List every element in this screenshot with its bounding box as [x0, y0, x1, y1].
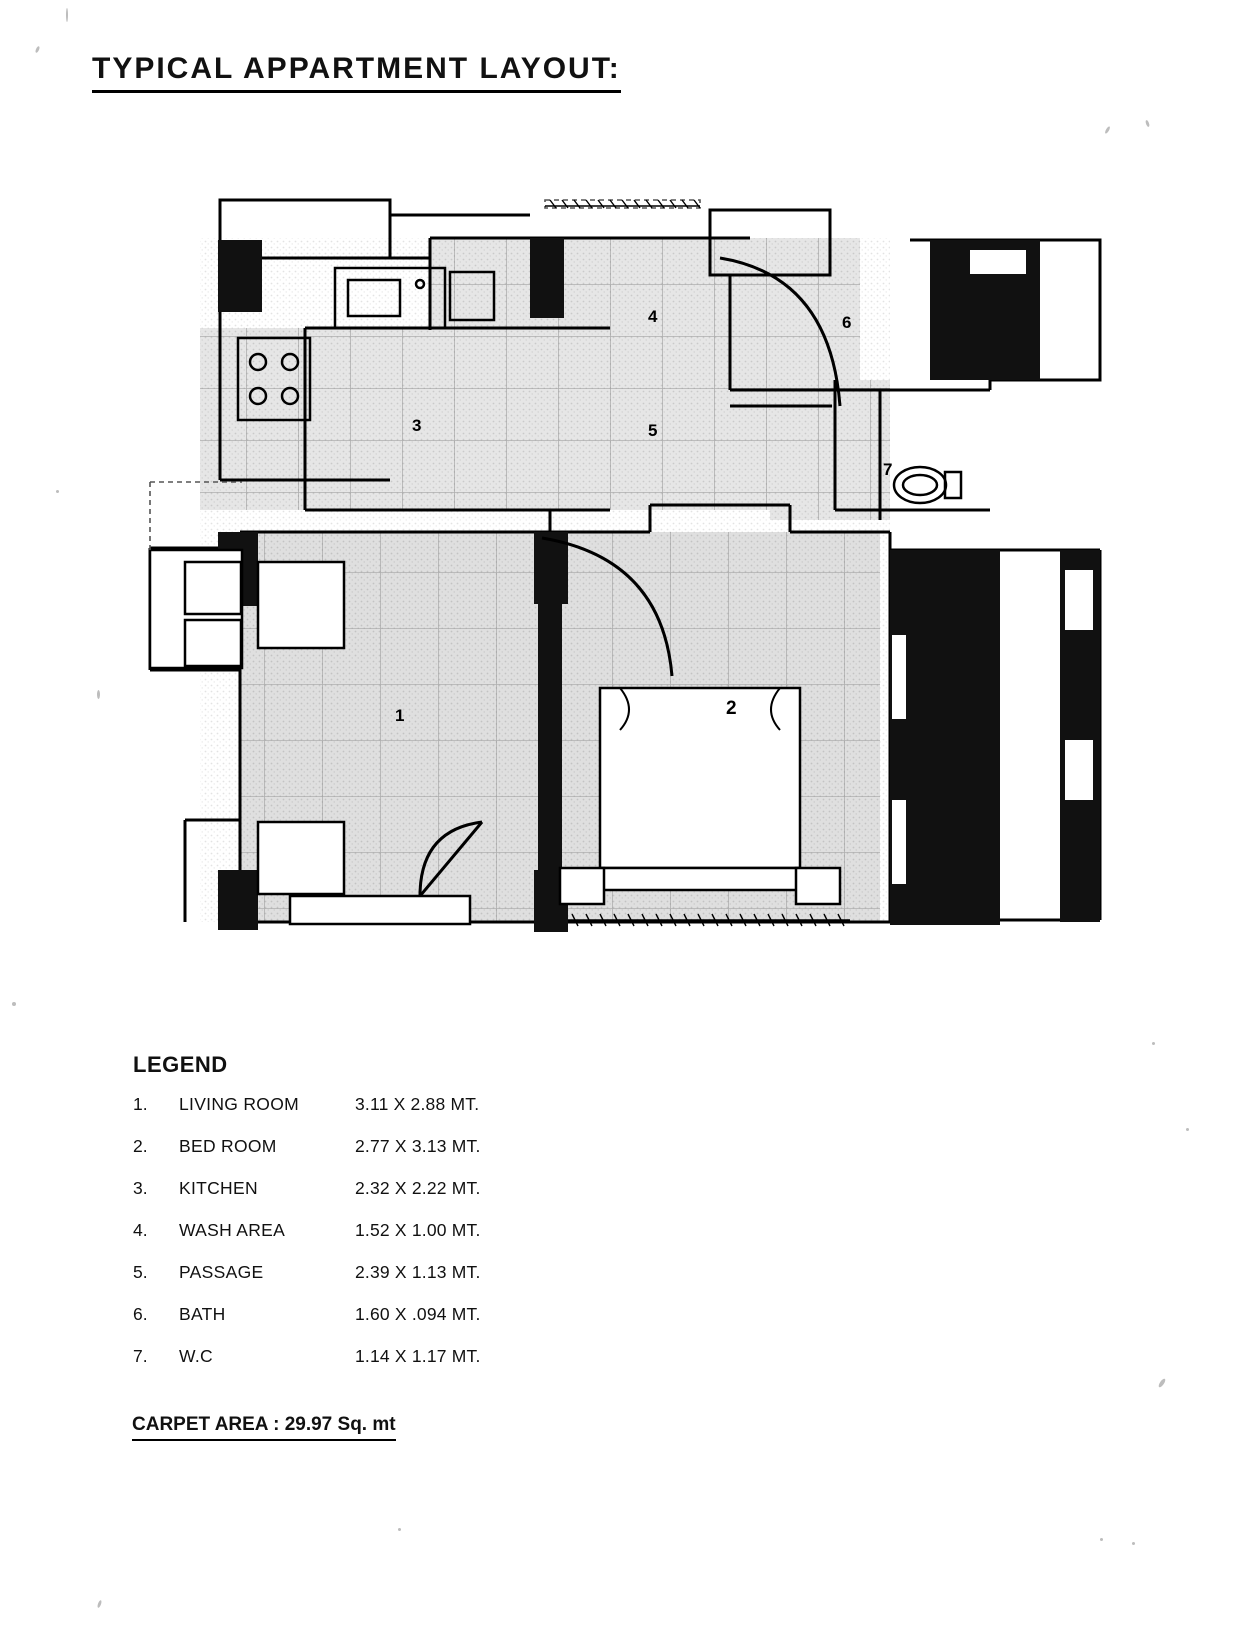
scan-speck — [35, 46, 41, 54]
legend-room-name: WASH AREA — [179, 1220, 286, 1240]
room-number-3: 3 — [412, 416, 422, 435]
legend-dimensions: 1.14 X 1.17 MT. — [355, 1346, 481, 1366]
room-number-1: 1 — [395, 706, 405, 725]
legend-dimensions: 1.52 X 1.00 MT. — [355, 1220, 481, 1240]
scan-speck — [1157, 1378, 1166, 1388]
legend-row — [133, 1304, 693, 1346]
legend-room-name: BED ROOM — [179, 1136, 277, 1156]
legend-dimensions: 2.32 X 2.22 MT. — [355, 1178, 481, 1198]
legend-row — [133, 1262, 693, 1304]
legend-row — [133, 1220, 693, 1262]
scan-speck — [1132, 1542, 1135, 1545]
legend — [133, 1052, 693, 1441]
scan-speck — [1104, 126, 1111, 134]
carpet-area-text: CARPET AREA : 29.97 Sq. mt — [132, 1414, 396, 1441]
room-number-6: 6 — [842, 313, 852, 332]
legend-room-name: W.C — [179, 1346, 213, 1366]
legend-dimensions: 3.11 X 2.88 MT. — [355, 1094, 480, 1114]
legend-index: 4. — [133, 1220, 148, 1240]
scan-speck — [97, 1600, 103, 1609]
scan-speck — [1145, 120, 1150, 128]
scan-speck — [1152, 1042, 1155, 1045]
legend-row — [133, 1346, 693, 1388]
legend-room-name: BATH — [179, 1304, 226, 1324]
page-title: TYPICAL APPARTMENT LAYOUT: — [92, 52, 621, 93]
scan-speck — [12, 1002, 16, 1006]
legend-title: LEGEND — [133, 1052, 228, 1077]
scan-speck — [97, 690, 100, 699]
scan-speck — [398, 1528, 401, 1531]
legend-room-name: LIVING ROOM — [179, 1094, 299, 1114]
legend-index: 6. — [133, 1304, 148, 1324]
legend-index: 2. — [133, 1136, 148, 1156]
legend-dimensions: 2.39 X 1.13 MT. — [355, 1262, 481, 1282]
scan-speck — [56, 490, 59, 493]
scan-speck — [66, 8, 68, 22]
legend-row — [133, 1178, 693, 1220]
room-number-2: 2 — [726, 698, 737, 719]
legend-dimensions: 2.77 X 3.13 MT. — [355, 1136, 481, 1156]
legend-row — [133, 1136, 693, 1178]
legend-room-name: PASSAGE — [179, 1262, 264, 1282]
scan-speck — [1100, 1538, 1103, 1541]
legend-room-name: KITCHEN — [179, 1178, 258, 1198]
room-number-7: 7 — [883, 460, 893, 479]
legend-index: 7. — [133, 1346, 148, 1366]
floor-plan — [90, 180, 1150, 970]
legend-row — [133, 1094, 693, 1136]
room-number-5: 5 — [648, 421, 658, 440]
floor-plan-drawing — [90, 180, 1150, 970]
legend-index: 5. — [133, 1262, 148, 1282]
scan-speck — [1186, 1128, 1189, 1131]
room-number-4: 4 — [648, 307, 658, 326]
legend-index: 3. — [133, 1178, 148, 1198]
legend-index: 1. — [133, 1094, 148, 1114]
legend-dimensions: 1.60 X .094 MT. — [355, 1304, 481, 1324]
